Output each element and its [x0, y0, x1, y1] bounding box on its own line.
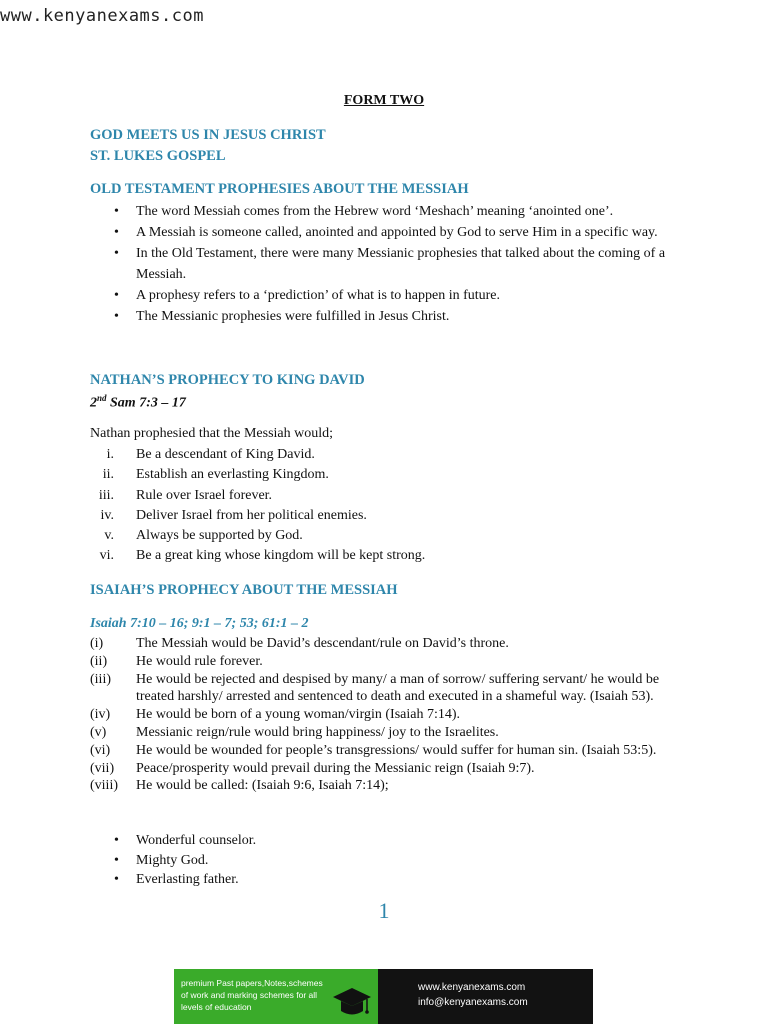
- item-text: He would be rejected and despised by many/ a man of sorrow/ suffering servant/ he would be treated harshly/ arrested and sentenced to death and executed in a shameful way. (Isaiah 53).: [136, 671, 660, 705]
- item-number: (viii): [90, 778, 118, 794]
- item-text: He would be wounded for people’s transgressions/ would suffer for human sin. (Isaiah 53:5).: [136, 742, 657, 758]
- item-number: i.: [106, 447, 114, 462]
- item-number: (ii): [90, 653, 108, 669]
- list-item: [90, 486, 690, 506]
- list-item: [90, 465, 690, 485]
- list-item: [90, 526, 690, 546]
- item-number: ii.: [102, 467, 114, 483]
- list-item: [90, 653, 670, 671]
- messiah-names-list: [112, 831, 678, 890]
- item-number: iii.: [98, 487, 114, 503]
- item-text: He would rule forever.: [136, 653, 263, 669]
- list-item: [90, 706, 670, 724]
- subtopic-heading: ST. LUKES GOSPEL: [90, 148, 226, 164]
- section-heading-prophesies: OLD TESTAMENT PROPHESIES ABOUT THE MESSIAH: [90, 181, 469, 197]
- list-item: [90, 742, 670, 760]
- item-text: Rule over Israel forever.: [136, 487, 273, 503]
- list-item: • Everlasting father.: [112, 870, 678, 890]
- item-text: Peace/prosperity would prevail during the Messianic reign (Isaiah 9:7).: [136, 760, 535, 776]
- list-item: [90, 671, 670, 707]
- list-item: • Wonderful counselor.: [112, 831, 678, 851]
- list-item: [90, 445, 690, 465]
- banner-promo: [174, 969, 378, 1024]
- topic-heading: GOD MEETS US IN JESUS CHRIST: [90, 127, 326, 143]
- item-number: (vii): [90, 760, 115, 776]
- banner-promo-text: premium Past papers,Notes,schemes of work and marking schemes for all levels of education: [181, 978, 323, 1012]
- item-number: iv.: [100, 507, 114, 523]
- ref-superscript: nd: [97, 393, 107, 403]
- item-text: Be a great king whose kingdom will be kept strong.: [136, 548, 426, 564]
- item-number: v.: [104, 528, 114, 544]
- list-item: • The word Messiah comes from the Hebrew word ‘Meshach’ meaning ‘anointed one’.: [112, 201, 678, 222]
- item-text: Establish an everlasting Kingdom.: [136, 467, 329, 483]
- section-heading-isaiah: ISAIAH’S PROPHECY ABOUT THE MESSIAH: [90, 582, 398, 598]
- item-number: (vi): [90, 742, 111, 758]
- page-number: 1: [378, 898, 390, 923]
- item-text: He would be born of a young woman/virgin (Isaiah 7:14).: [136, 707, 461, 723]
- graduation-cap-icon: [332, 984, 372, 1020]
- item-text: The Messiah would be David’s descendant/rule on David’s throne.: [136, 636, 509, 651]
- banner-website[interactable]: www.kenyanexams.com: [418, 982, 526, 993]
- ref-number: 2: [90, 395, 97, 411]
- watermark: www.kenyanexams.com: [0, 6, 204, 26]
- list-item: [90, 760, 670, 778]
- nathan-intro: Nathan prophesied that the Messiah would;: [90, 426, 334, 441]
- list-item: • A prophesy refers to a ‘prediction’ of what is to happen in future.: [112, 285, 678, 306]
- list-item: [90, 506, 690, 526]
- isaiah-reference: Isaiah 7:10 – 16; 9:1 – 7; 53; 61:1 – 2: [90, 616, 309, 631]
- list-item: [90, 635, 670, 653]
- footer-banner[interactable]: [174, 969, 593, 1024]
- page-title: FORM TWO: [343, 93, 425, 108]
- item-number: (iv): [90, 707, 111, 723]
- banner-email[interactable]: info@kenyanexams.com: [418, 997, 528, 1008]
- item-text: Messianic reign/rule would bring happiness/ joy to the Israelites.: [136, 724, 499, 740]
- banner-contact: [378, 969, 593, 1024]
- item-number: vi.: [99, 548, 114, 564]
- item-text: He would be called: (Isaiah 9:6, Isaiah 7:14);: [136, 778, 389, 794]
- prophesies-bullet-list: [112, 201, 678, 327]
- isaiah-list: [90, 635, 670, 795]
- list-item: • Mighty God.: [112, 851, 678, 871]
- list-item: [90, 724, 670, 742]
- item-number: (i): [90, 636, 104, 651]
- section-heading-nathan: NATHAN’S PROPHECY TO KING DAVID: [90, 372, 365, 388]
- list-item: • In the Old Testament, there were many Messianic prophesies that talked about the coming of a Messiah.: [112, 243, 678, 285]
- item-text: Always be supported by God.: [136, 528, 303, 544]
- list-item: [90, 546, 690, 566]
- ref-text: Sam 7:3 – 17: [106, 395, 186, 411]
- nathan-list: [90, 445, 690, 567]
- item-number: (v): [90, 724, 107, 740]
- item-text: Deliver Israel from her political enemies.: [136, 507, 367, 523]
- list-item: [90, 777, 670, 795]
- list-item: • The Messianic prophesies were fulfilled in Jesus Christ.: [112, 306, 678, 327]
- item-number: (iii): [90, 671, 111, 687]
- item-text: Be a descendant of King David.: [136, 447, 315, 462]
- scripture-reference: [90, 393, 186, 412]
- list-item: • A Messiah is someone called, anointed and appointed by God to serve Him in a specific way.: [112, 222, 678, 243]
